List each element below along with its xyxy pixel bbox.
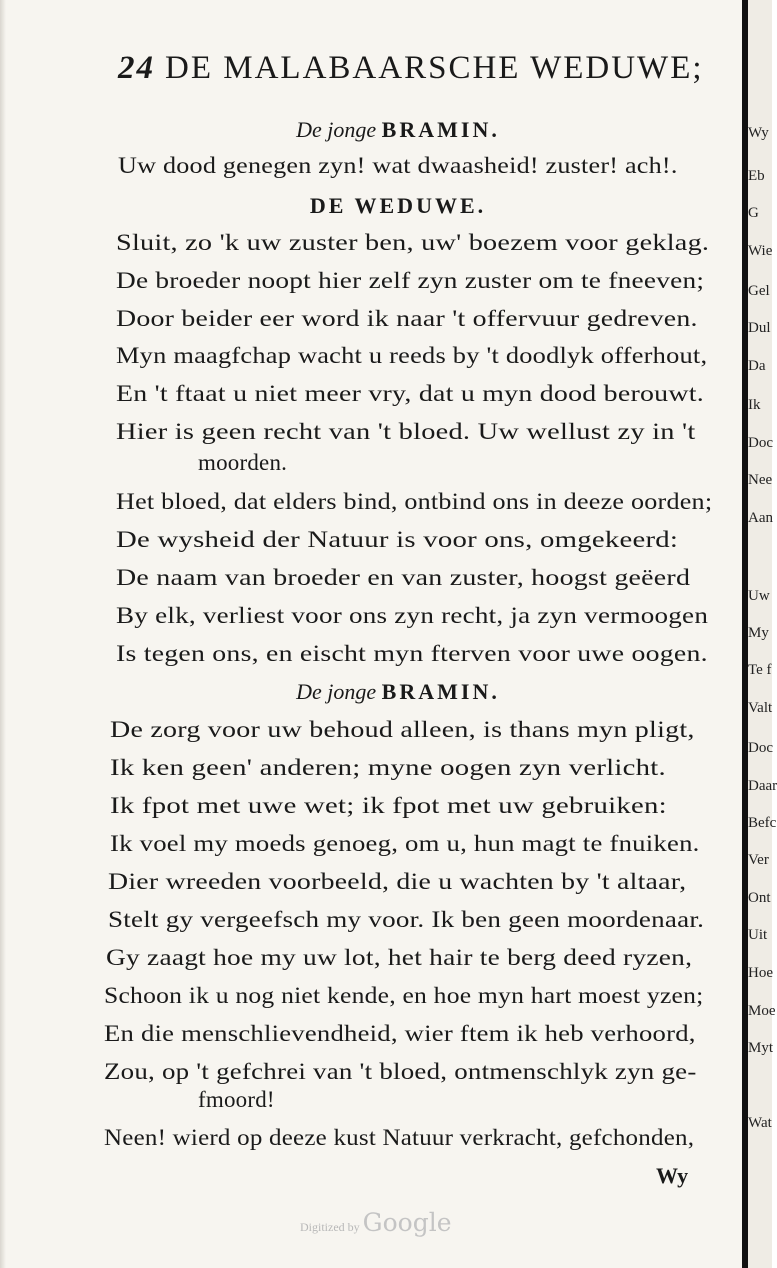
- verse-line: En die menschlievendheid, wier ftem ik heb verhoord,: [104, 1021, 696, 1046]
- adjacent-page-fragment: Wie: [748, 243, 773, 259]
- adjacent-page-fragment: Dul: [748, 320, 771, 336]
- verse-line: Myn maagfchap wacht u reeds by 't doodlyk offerhout,: [116, 343, 708, 368]
- verse-line: fmoord!: [198, 1087, 275, 1112]
- digitized-watermark: [300, 1208, 452, 1237]
- adjacent-page-fragment: Nee: [748, 472, 773, 488]
- speaker-name: BRAMIN.: [381, 679, 500, 704]
- speaker-heading: [118, 193, 678, 219]
- verse-line: Uw dood genegen zyn! wat dwaasheid! zuster! ach!.: [118, 153, 678, 178]
- adjacent-page-fragment: Myt: [748, 1040, 774, 1056]
- adjacent-page-fragment: Da: [748, 358, 766, 374]
- verse-line: Gy zaagt hoe my uw lot, het hair te berg deed ryzen,: [106, 945, 693, 970]
- adjacent-page-fragment: Te f: [748, 662, 772, 678]
- adjacent-page-fragment: Ik: [748, 397, 761, 413]
- catchword: Wy: [656, 1163, 689, 1188]
- adjacent-page-fragment: Daar: [748, 778, 777, 794]
- page-number: 24: [118, 50, 155, 86]
- verse-line: Door beider eer word ik naar 't offervuur gedreven.: [116, 306, 698, 331]
- verse-line: Dier wreeden voorbeeld, die u wachten by 't altaar,: [108, 869, 687, 894]
- adjacent-page-fragment: Aan: [748, 510, 773, 526]
- adjacent-page-fragment: Doc: [748, 435, 773, 451]
- verse-line: Ik fpot met uwe wet; ik fpot met uw gebruiken:: [110, 793, 667, 818]
- speaker-descriptor: De jonge: [296, 117, 382, 142]
- adjacent-page-fragment: Ver: [748, 852, 769, 868]
- adjacent-page-fragment: Uit: [748, 927, 768, 943]
- verse-line: Schoon ik u nog niet kende, en hoe myn hart moest yzen;: [104, 983, 704, 1008]
- verse-line: Ik ken geen' anderen; myne oogen zyn verlicht.: [110, 755, 666, 780]
- speaker-descriptor: De jonge: [296, 679, 382, 704]
- adjacent-page-strip: [748, 0, 777, 1268]
- verse-line: Hier is geen recht van 't bloed. Uw wellust zy in 't: [116, 419, 696, 444]
- speaker-name: DE WEDUWE.: [309, 193, 487, 218]
- verse-line: En 't ftaat u niet meer vry, dat u myn dood berouwt.: [116, 381, 704, 406]
- verse-line: Sluit, zo 'k uw zuster ben, uw' boezem voor geklag.: [116, 230, 710, 255]
- adjacent-page-fragment: Ont: [748, 890, 771, 906]
- running-header: [118, 50, 704, 87]
- adjacent-page-fragment: Valt: [748, 700, 773, 716]
- verse-line: De broeder noopt hier zelf zyn zuster om te fneeven;: [116, 268, 705, 293]
- adjacent-page-fragment: Moe: [748, 1003, 776, 1019]
- adjacent-page-fragment: G: [748, 205, 759, 221]
- adjacent-page-fragment: Eb: [748, 168, 765, 184]
- watermark-prefix: Digitized by: [300, 1220, 360, 1234]
- verse-line: Is tegen ons, en eischt myn fterven voor uwe oogen.: [116, 641, 708, 666]
- running-title: DE MALABAARSCHE WEDUWE;: [165, 50, 704, 86]
- verse-line: Zou, op 't gefchrei van 't bloed, ontmenschlyk zyn ge-: [104, 1059, 697, 1084]
- verse-line: moorden.: [198, 450, 288, 475]
- adjacent-page-fragment: Gel: [748, 283, 770, 299]
- verse-line: By elk, verliest voor ons zyn recht, ja zyn vermoogen: [116, 603, 709, 628]
- page-edge-shadow: [0, 0, 6, 1268]
- verse-line: Het bloed, dat elders bind, ontbind ons in deeze oorden;: [116, 489, 713, 514]
- adjacent-page-fragment: Hoe: [748, 965, 773, 981]
- adjacent-page-fragment: My: [748, 625, 769, 641]
- verse-line: Ik voel my moeds genoeg, om u, hun magt te fnuiken.: [110, 831, 700, 856]
- adjacent-page-fragment: Doc: [748, 740, 773, 756]
- verse-line: De naam van broeder en van zuster, hoogst geëerd: [116, 565, 691, 590]
- watermark-brand: Google: [362, 1208, 452, 1237]
- speaker-heading: [118, 117, 678, 143]
- adjacent-page-fragment: Wy: [748, 125, 769, 141]
- speaker-name: BRAMIN.: [381, 117, 500, 142]
- verse-line: De wysheid der Natuur is voor ons, omgekeerd:: [116, 527, 679, 552]
- adjacent-page-fragment: Befc: [748, 815, 777, 831]
- adjacent-page-fragment: Uw: [748, 588, 770, 604]
- verse-line: Stelt gy vergeefsch my voor. Ik ben geen moordenaar.: [108, 907, 705, 932]
- verse-line: Neen! wierd op deeze kust Natuur verkracht, gefchonden,: [104, 1125, 695, 1150]
- speaker-heading: [118, 679, 678, 705]
- verse-line: De zorg voor uw behoud alleen, is thans myn pligt,: [110, 717, 695, 742]
- adjacent-page-fragment: Wat: [748, 1115, 772, 1131]
